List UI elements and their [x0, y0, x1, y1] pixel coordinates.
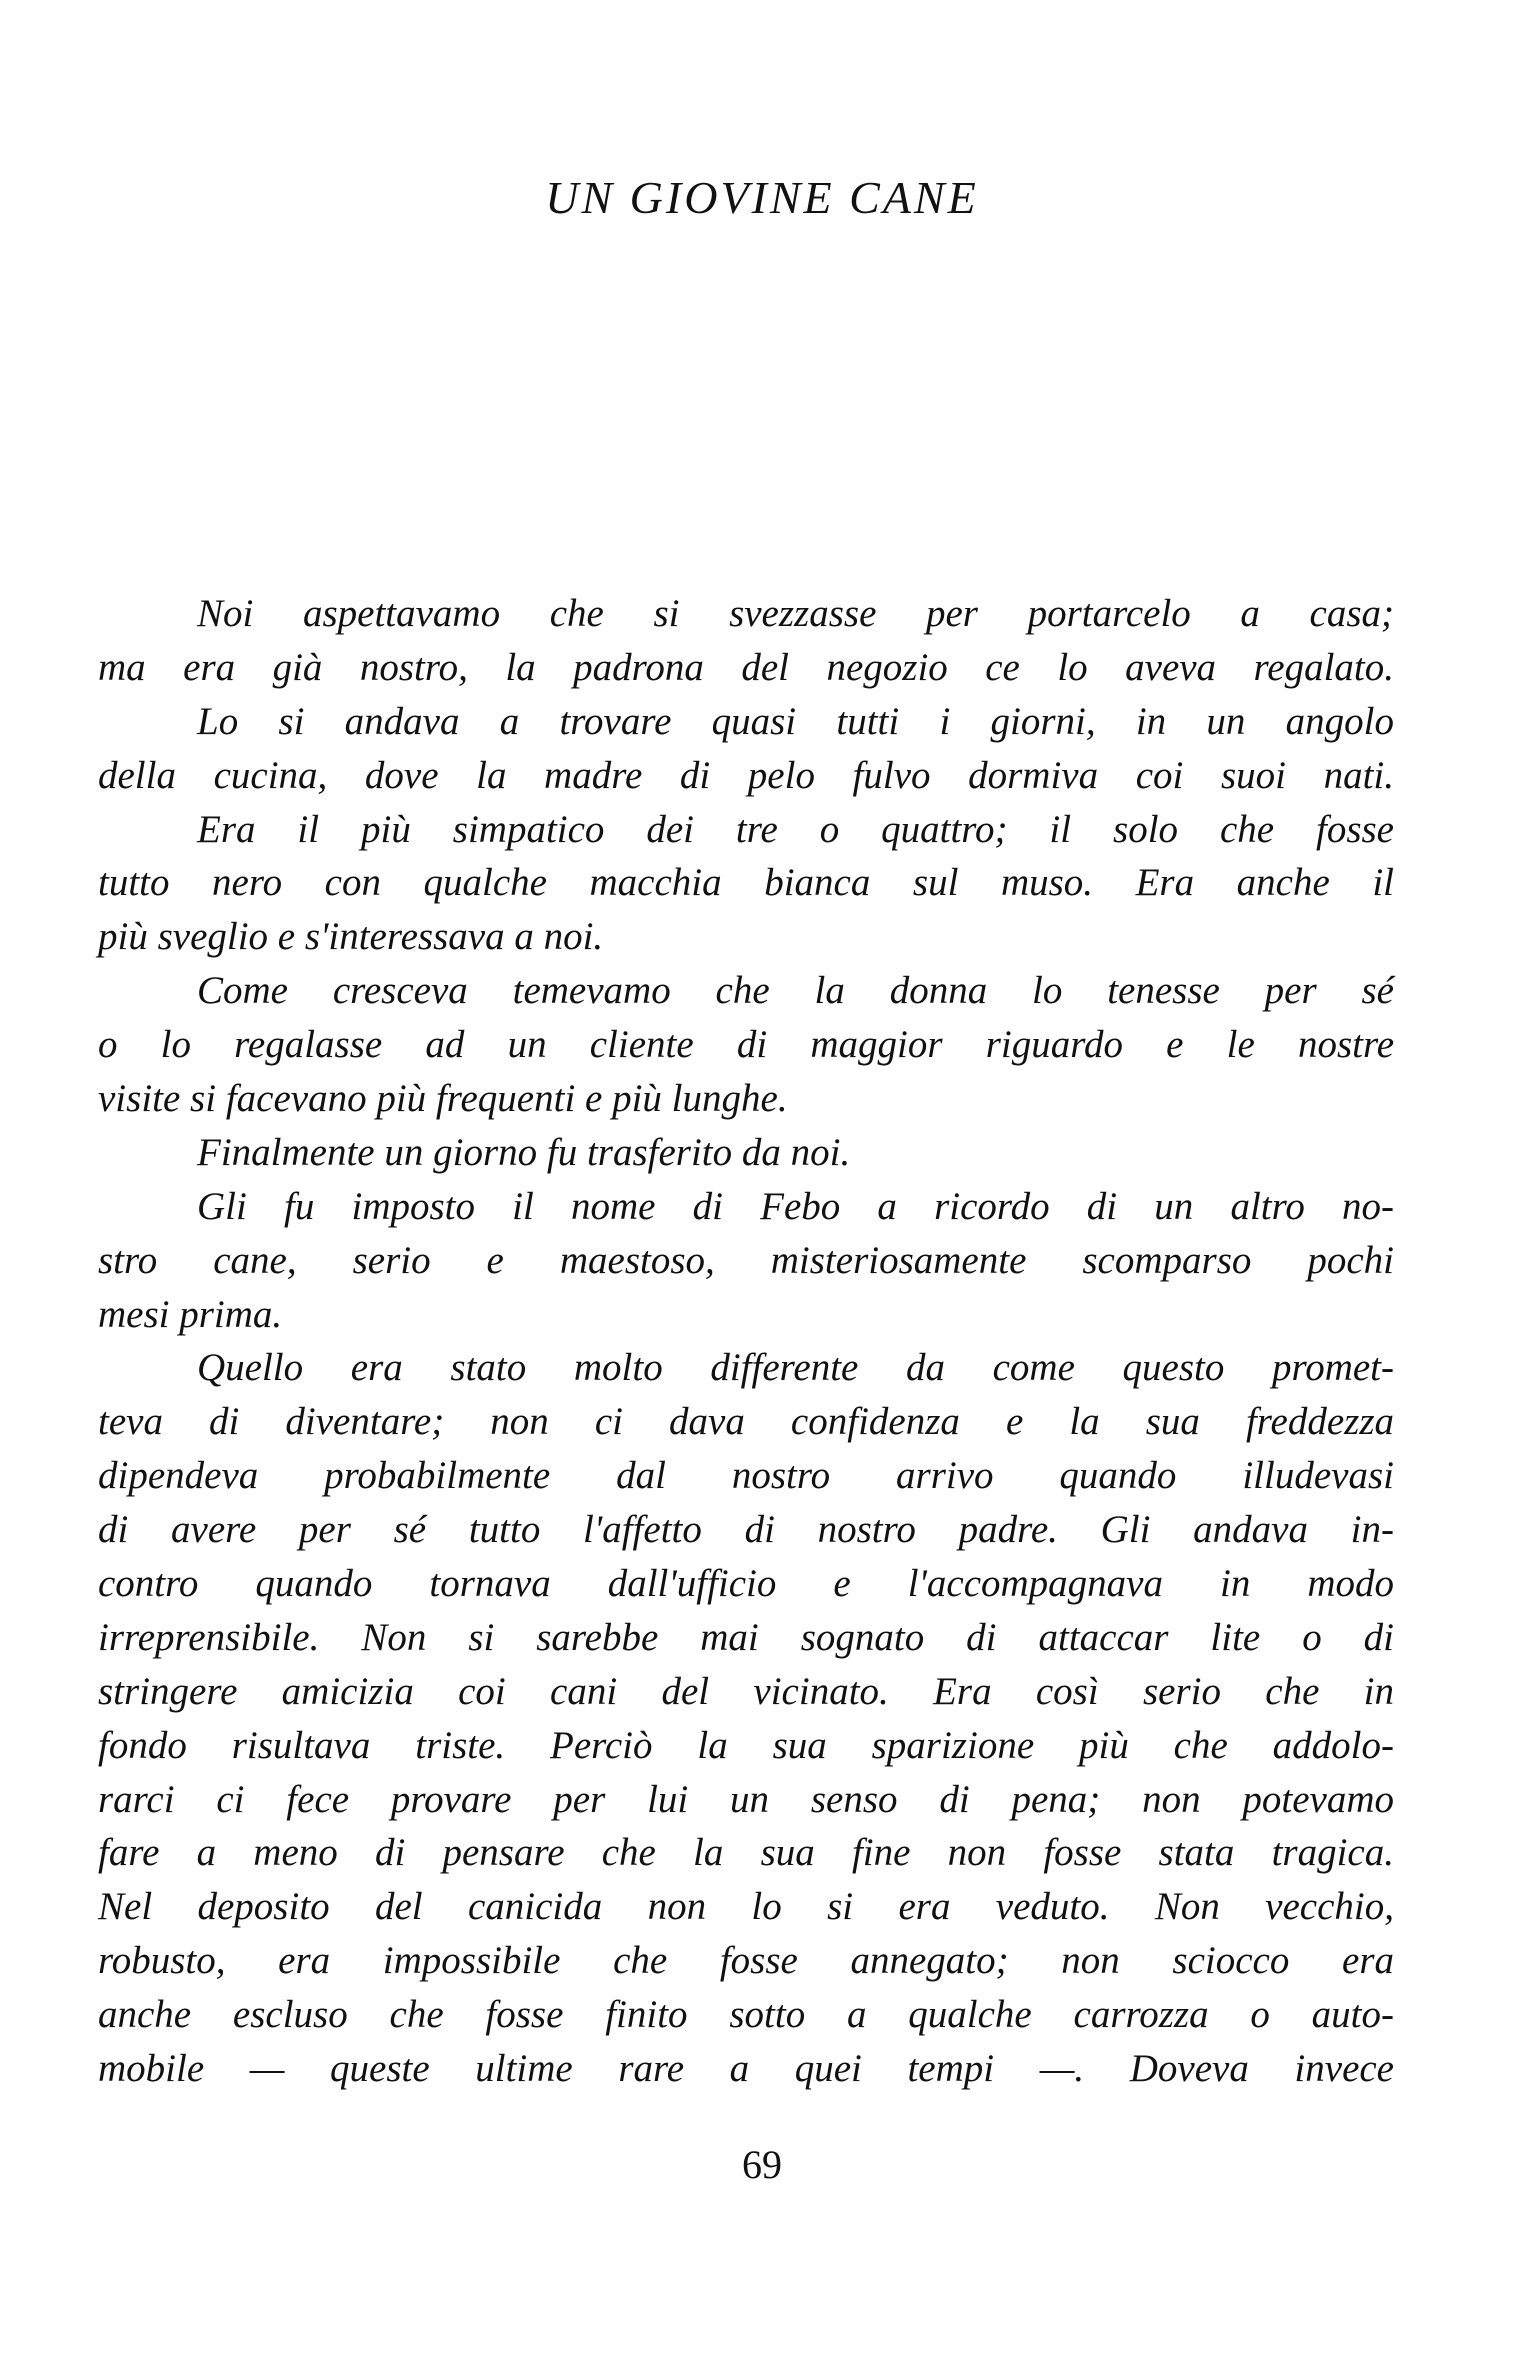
- text-line: anche escluso che fosse finito sotto a qualche carrozza o auto-: [98, 1993, 1394, 2037]
- text-line: o lo regalasse ad un cliente di maggior riguardo e le nostre: [98, 1023, 1394, 1067]
- text-line: Noi aspettavamo che si svezzasse per portarcelo a casa;: [197, 592, 1394, 635]
- body-text: [98, 587, 1394, 2096]
- text-line: di avere per sé tutto l'affetto di nostro padre. Gli andava in-: [98, 1508, 1394, 1552]
- text-line: stro cane, serio e maestoso, misteriosamente scomparso pochi: [98, 1238, 1394, 1282]
- text-line: Come cresceva temevamo che la donna lo tenesse per sé: [197, 969, 1394, 1013]
- text-line: mobile — queste ultime rare a quei tempi —. Doveva invece: [98, 2047, 1394, 2091]
- chapter-title: UN GIOVINE CANE: [545, 172, 979, 223]
- text-line: fare a meno di pensare che la sua fine non fosse stata tragica.: [98, 1831, 1394, 1875]
- text-line: più sveglio e s'interessava a noi.: [98, 915, 604, 959]
- text-line: Quello era stato molto differente da come questo promet-: [197, 1346, 1394, 1390]
- text-line: irreprensibile. Non si sarebbe mai sognato di attaccar lite o di: [98, 1615, 1394, 1659]
- text-line: teva di diventare; non ci dava confidenza e la sua freddezza: [98, 1400, 1394, 1444]
- text-line: Era il più simpatico dei tre o quattro; il solo che fosse: [197, 807, 1394, 851]
- text-line: Nel deposito del canicida non lo si era veduto. Non vecchio,: [98, 1885, 1394, 1929]
- text-line: visite si facevano più frequenti e più lunghe.: [98, 1077, 788, 1121]
- text-line: della cucina, dove la madre di pelo fulvo dormiva coi suoi nati.: [98, 753, 1394, 797]
- text-line: fondo risultava triste. Perciò la sua sparizione più che addolo-: [98, 1723, 1394, 1767]
- text-line: Gli fu imposto il nome di Febo a ricordo di un altro no-: [197, 1184, 1394, 1228]
- text-line: mesi prima.: [98, 1292, 283, 1336]
- text-line: contro quando tornava dall'ufficio e l'accompagnava in modo: [98, 1562, 1394, 1606]
- text-line: rarci ci fece provare per lui un senso di pena; non potevamo: [98, 1777, 1394, 1821]
- page-number: 69: [742, 2142, 782, 2187]
- text-line: Finalmente un giorno fu trasferito da noi.: [197, 1130, 851, 1174]
- text-line: ma era già nostro, la padrona del negozio ce lo aveva regalato.: [98, 645, 1394, 689]
- text-line: stringere amicizia coi cani del vicinato. Era così serio che in: [98, 1669, 1394, 1713]
- text-line: tutto nero con qualche macchia bianca sul muso. Era anche il: [98, 861, 1394, 905]
- text-line: dipendeva probabilmente dal nostro arrivo quando illudevasi: [98, 1454, 1394, 1498]
- text-line: robusto, era impossibile che fosse annegato; non sciocco era: [98, 1939, 1394, 1983]
- text-line: Lo si andava a trovare quasi tutti i giorni, in un angolo: [197, 699, 1394, 743]
